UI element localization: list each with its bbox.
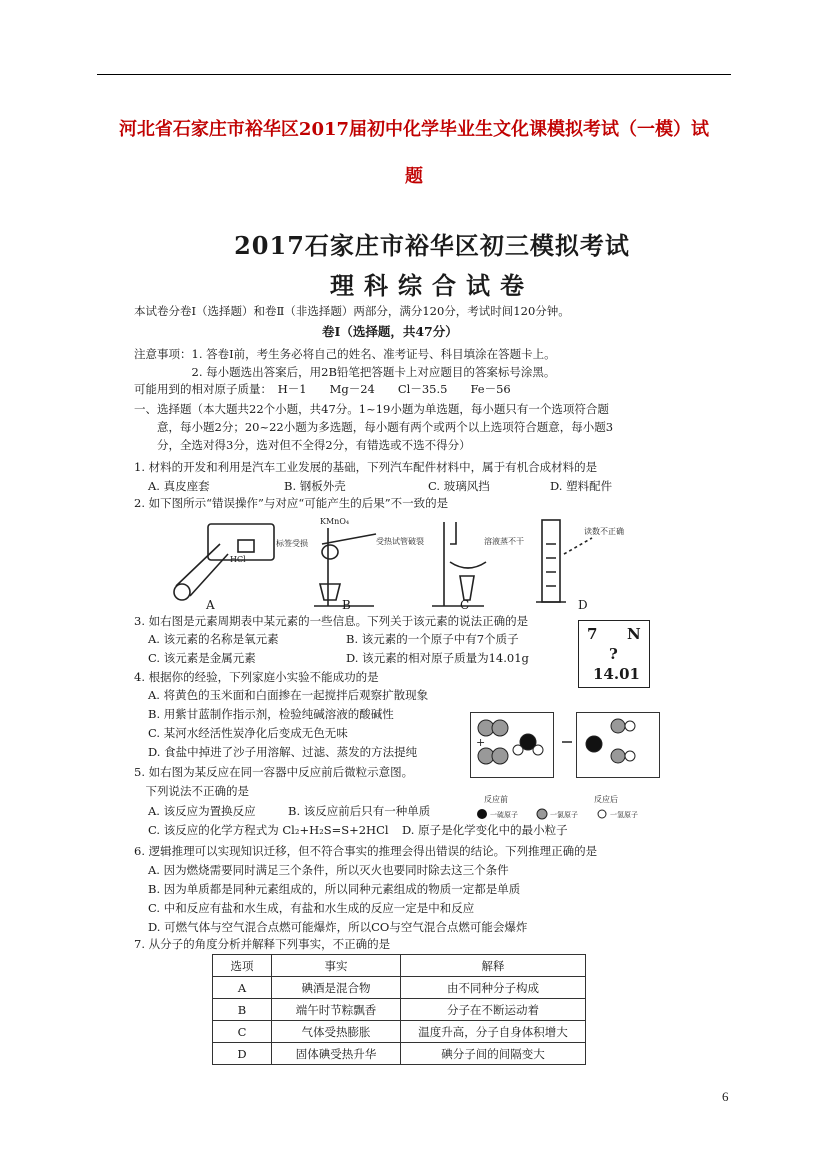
fig-text-kmno4: KMnO₄	[320, 517, 350, 526]
table-header-option: 选项	[213, 955, 272, 977]
q3-option-a: A. 该元素的名称是氧元素	[148, 632, 279, 646]
notes-line-1: 注意事项：1. 答卷Ⅰ前，考生务必将自己的姓名、准考证号、科目填涂在答题卡上。	[134, 347, 556, 361]
table-header-row	[213, 955, 586, 977]
q6-stem: 6. 逻辑推理可以实现知识迁移，但不符合事实的推理会得出错误的结论。下列推理正确的是	[134, 844, 598, 858]
table-cell: 温度升高，分子自身体积增大	[401, 1021, 586, 1043]
q6-option-a: A. 因为燃烧需要同时满足三个条件，所以灭火也要同时除去这三个条件	[148, 863, 509, 877]
table-cell: 气体受热膨胀	[272, 1021, 401, 1043]
exam-title: 2017石家庄市裕华区初三模拟考试	[234, 231, 630, 260]
q6-option-b: B. 因为单质都是同种元素组成的，所以同种元素组成的物质一定都是单质	[148, 882, 521, 896]
q4-option-c: C. 某河水经活性炭净化后变成无色无味	[148, 726, 348, 740]
header-rule	[97, 74, 731, 75]
q1-option-d: D. 塑料配件	[550, 479, 613, 493]
table-cell: 端午时节粽飘香	[272, 999, 401, 1021]
exam-intro: 本试卷分卷Ⅰ（选择题）和卷Ⅱ（非选择题）两部分，满分120分，考试时间120分钟。	[134, 304, 570, 318]
q5-option-d: D. 原子是化学变化中的最小粒子	[402, 823, 568, 837]
q5-option-c: C. 该反应的化学方程式为 Cl₂+H₂S=S+2HCl	[148, 823, 389, 837]
q1-option-c: C. 玻璃风挡	[428, 479, 490, 493]
q4-option-b: B. 用紫甘蓝制作指示剂，检验纯碱溶液的酸碱性	[148, 707, 394, 721]
table-cell: 碘酒是混合物	[272, 977, 401, 999]
figure-a-pouring	[174, 524, 274, 600]
table-cell: B	[213, 999, 272, 1021]
table-row	[213, 1021, 586, 1043]
document-title-line-2: 题	[405, 166, 423, 187]
instructions-line-2: 意，每小题2分；20~22小题为多选题，每小题有两个或两个以上选项符合题意，每小题3	[134, 420, 614, 434]
table-cell: C	[213, 1021, 272, 1043]
element-card	[578, 620, 650, 688]
document-title-line-1: 河北省石家庄市裕华区2017届初中化学毕业生文化课模拟考试（一模）试	[118, 119, 710, 140]
fig-text-not-dry: 溶液蒸不干	[484, 537, 524, 546]
instructions-line-1: 一、选择题（本大题共22个小题，共47分。1~19小题为单选题，每小题只有一个选项符合题	[134, 402, 609, 416]
legend-hydrogen: 一氢原子	[610, 811, 638, 819]
exam-subtitle: 理科综合试卷	[330, 271, 534, 300]
after-label: 反应后	[594, 795, 618, 804]
q2-label-d: D	[578, 598, 588, 612]
document-title	[97, 106, 731, 200]
reaction-diagram	[470, 712, 670, 822]
q4-stem: 4. 根据你的经验，下列家庭小实验不能成功的是	[134, 670, 379, 684]
fig-text-wrong-reading: 读数不正确	[584, 527, 624, 536]
instructions-line-3: 分，全选对得3分，选对但不全得2分，有错选或不选不得分）	[134, 438, 471, 452]
atomic-mass-line: 可能用到的相对原子质量： H－1 Mg－24 Cl－35.5 Fe－56	[134, 382, 511, 396]
element-number: 7	[587, 625, 598, 643]
q3-option-d: D. 该元素的相对原子质量为14.01g	[346, 651, 529, 665]
q2-label-a: A	[206, 598, 215, 612]
q5-stem-line-1: 5. 如右图为某反应在同一容器中反应前后微粒示意图。	[134, 765, 414, 779]
q4-option-d: D. 食盐中掉进了沙子用溶解、过滤、蒸发的方法提纯	[148, 745, 418, 759]
element-symbol: N	[627, 625, 641, 643]
table-cell: 由不同种分子构成	[401, 977, 586, 999]
q6-option-d: D. 可燃气体与空气混合点燃可能爆炸，所以CO与空气混合点燃可能会爆炸	[148, 920, 528, 934]
table-cell: A	[213, 977, 272, 999]
q5-stem-line-2: 下列说法不正确的是	[134, 784, 249, 798]
table-row	[213, 1043, 586, 1065]
table-row	[213, 977, 586, 999]
q1-stem: 1. 材料的开发和利用是汽车工业发展的基础，下列汽车配件材料中，属于有机合成材料的是	[134, 460, 598, 474]
q2-stem: 2. 如下图所示“错误操作”与对应“可能产生的后果”不一致的是	[134, 496, 449, 510]
q2-figure	[144, 514, 624, 614]
q7-stem: 7. 从分子的角度分析并解释下列事实，不正确的是	[134, 937, 391, 951]
table-cell: D	[213, 1043, 272, 1065]
fig-text-hcl: HCl	[230, 555, 246, 564]
table-header-fact: 事实	[272, 955, 401, 977]
q2-label-c: C	[460, 598, 470, 612]
element-mass: 14.01	[593, 665, 640, 683]
q1-option-a: A. 真皮座套	[148, 479, 210, 493]
table-cell: 固体碘受热升华	[272, 1043, 401, 1065]
molecules-before	[476, 720, 543, 764]
figure-b-heating	[314, 528, 376, 606]
scanned-exam-page	[134, 218, 730, 1070]
molecules-after	[586, 719, 635, 763]
table-cell: 碘分子间的间隔变大	[401, 1043, 586, 1065]
q1-option-b: B. 钢板外壳	[284, 479, 346, 493]
q3-option-c: C. 该元素是金属元素	[148, 651, 256, 665]
svg-text:+: +	[476, 736, 486, 749]
table-cell: 分子在不断运动着	[401, 999, 586, 1021]
table-header-explanation: 解释	[401, 955, 586, 977]
table-row	[213, 999, 586, 1021]
fig-text-tube-broken: 受热试管破裂	[376, 537, 424, 546]
fig-text-label-damage: 标签受损	[276, 539, 308, 548]
legend-chlorine: 一氯原子	[550, 811, 578, 819]
q3-stem: 3. 如右图是元素周期表中某元素的一些信息。下列关于该元素的说法正确的是	[134, 614, 529, 628]
section-heading: 卷Ⅰ（选择题，共47分）	[322, 324, 458, 339]
page-number: 6	[722, 1089, 729, 1104]
q4-option-a: A. 将黄色的玉米面和白面掺在一起搅拌后观察扩散现象	[148, 688, 429, 702]
element-name: ?	[609, 645, 618, 663]
before-label: 反应前	[484, 795, 508, 804]
q2-label-b: B	[342, 598, 351, 612]
legend-sulfur: 一硫原子	[490, 811, 518, 819]
notes-line-2: 2. 每小题选出答案后，用2B铅笔把答题卡上对应题目的答案标号涂黑。	[134, 365, 556, 379]
q7-table	[212, 954, 586, 1065]
q3-option-b: B. 该元素的一个原子中有7个质子	[346, 632, 519, 646]
figure-c-evaporating	[432, 522, 486, 606]
q5-option-b: B. 该反应前后只有一种单质	[288, 804, 431, 818]
q5-option-a: A. 该反应为置换反应	[148, 804, 256, 818]
q6-option-c: C. 中和反应有盐和水生成，有盐和水生成的反应一定是中和反应	[148, 901, 475, 915]
